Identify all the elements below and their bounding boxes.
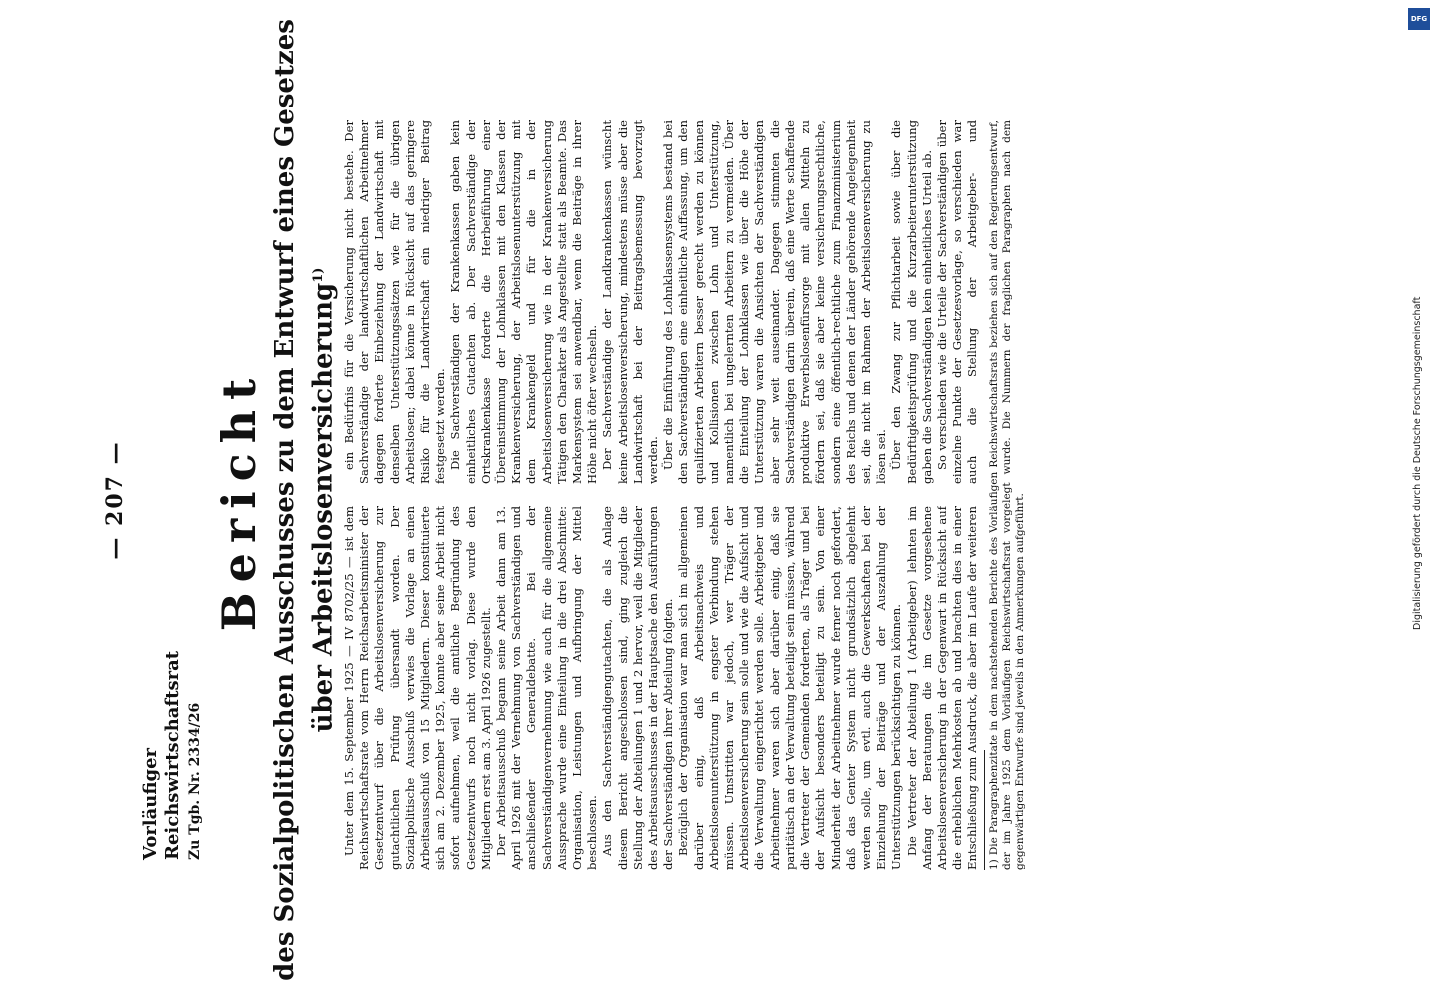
paragraph: Die Vertreter der Abteilung 1 (Arbeitgeber) lehnten im Anfang der Beratungen die im Gesetze vorgesehene Arbeitslosenversicherung in der Gegenwart in Rücksicht auf die erheblichen Mehrkosten ab und brachten dies in einer Entschließung zum Ausdruck, die aber im Laufe der weiteren (904, 506, 980, 870)
paragraph: ein Bedürfnis für die Versicherung nicht bestehe. Der Sachverständige der landwirtschaftlichen Arbeitnehmer dagegen forderte Einbeziehung der Landwirtschaft mit denselben Unterstützungssätzen wie für die übrigen Arbeitslosen; dabei könne in Rücksicht auf das geringere Risiko für die Landwirtschaft ein niedriger Beitrag festgesetzt werden. (342, 120, 448, 484)
org-name-line1: Vorläufiger (140, 748, 161, 860)
issuing-organization (140, 600, 206, 860)
paragraph: Die Sachverständigen der Krankenkassen gaben kein einheitliches Gutachten ab. Der Sachverständige der Ortskrankenkasse forderte die Herbeiführung einer Übereinstimmung der Lohnklassen mit den Klassen der Krankenversicherung, der Arbeitslosenunterstützung mit dem Krankengeld und für die in der Arbeitslosenversicherung wie in der Krankenversicherung Tätigen den Charakter als Angestellte statt als Beamte. Das Markensystem sei anwendbar, wenn die Beiträge in ihrer Höhe nicht öfter wechseln. (448, 120, 600, 484)
paragraph: So verschieden wie die Urteile der Sachverständigen über einzelne Punkte der Gesetzesvorlage, so verschieden war auch die Stellung der Arbeitgeber- und (934, 120, 980, 484)
paragraph: Bezüglich der Organisation war man sich im allgemeinen darüber einig, daß Arbeitsnachweis und Arbeitslosenunterstützung in engster Verbindung stehen müssen. Umstritten war jedoch, wer Träger der Arbeitslosenversicherung sein solle und wie die Aufsicht und die Verwaltung eingerichtet werden solle. Arbeitgeber und Arbeitnehmer waren sich aber darüber einig, daß sie paritätisch an der Verwaltung beteiligt sein müssen, während die Vertreter der Gemeinden forderten, als Träger und bei der Aufsicht besonders beteiligt zu sein. Von einer Minderheit der Arbeitnehmer wurde ferner noch gefordert, daß das Genter System nicht grundsätzlich abgelehnt werden solle, um evtl. auch die Gewerkschaften bei der Einziehung der Beiträge und der Auszahlung der Unterstützungen berücksichtigen zu können. (676, 506, 904, 870)
column-right (342, 120, 982, 484)
paragraph: Über den Zwang zur Pflichtarbeit sowie über die Bedürftigkeitsprüfung und die Kurzarbeiterunterstützung gaben die Sachverständigen kein einheitliches Urteil ab. (889, 120, 934, 484)
body-columns (342, 120, 982, 870)
org-name-line2: Reichswirtschaftsrat (162, 650, 183, 860)
page-number: — 207 — (102, 440, 128, 560)
paragraph: Der Sachverständige der Landkrankenkassen wünscht keine Arbeitslosenversicherung, mindestens müsse aber die Landwirtschaft bei der Beitragsbemessung bevorzugt werden. (600, 120, 661, 484)
document-title: Bericht (212, 368, 266, 632)
credit-text: Digitalisierung gefördert durch die Deutsche Forschungsgemeinschaft (1412, 296, 1423, 630)
footnote-rule (984, 750, 985, 870)
digitization-credit (1408, 10, 1428, 990)
paragraph: Unter dem 15. September 1925 — IV 8702/25 — ist dem Reichswirtschaftsrate vom Herrn Reichsarbeitsminister der Gesetzentwurf über die Arbeitslosenversicherung zur gutachtlichen Prüfung übersandt worden. Der Sozialpolitische Ausschuß verwies die Vorlage an einen Arbeitsausschuß von 15 Mitgliedern. Dieser konstituierte sich am 2. Dezember 1925, konnte aber seine Arbeit nicht sofort aufnehmen, weil die amtliche Begründung des Gesetzentwurfs noch nicht vorlag. Diese wurde den Mitgliedern erst am 3. April 1926 zugestellt. (342, 506, 493, 870)
subtitle-line1: des Sozialpolitischen Ausschusses zu dem Entwurf eines Gesetzes (270, 19, 300, 981)
document-subtitle (268, 0, 341, 1000)
paragraph: Aus den Sachverständigengutachten, die als Anlage diesem Bericht angeschlossen sind, ging zugleich die Stellung der Abteilungen 1 und 2 hervor, weil die Mitglieder des Arbeitsausschusses in der Hauptsache den Ausführungen der Sachverständigen ihrer Abteilung folgten. (600, 506, 676, 870)
footnote: 1) Die Paragraphenzitate in dem nachstehenden Berichte des Vorläufigen Reichswirtschaftsrats beziehen sich auf den Regierungsentwurf, der im Jahre 1925 dem Vorläufigen Reichswirtschaftsrat vorgelegt wurde. Die Nummern der fraglichen Paragraphen nach dem gegenwärtigen Entwurfe sind jeweils in den Anmerkungen aufgeführt. (988, 120, 1026, 870)
column-left (342, 506, 982, 870)
dfg-logo: DFG (1408, 8, 1430, 30)
subtitle-line2-text: über Arbeitslosenversicherung (308, 282, 339, 733)
paragraph: Der Arbeitsausschuß begann seine Arbeit dann am 13. April 1926 mit der Vernehmung von Sachverständigen und anschließender Generaldebatte. Bei der Sachverständigenvernehmung wie auch für die allgemeine Aussprache wurde eine Einteilung in die drei Abschnitte: Organisation, Leistungen und Aufbringung der Mittel beschlossen. (494, 506, 600, 870)
subtitle-line2 (302, 0, 341, 1000)
footnote-marker: 1) (311, 267, 326, 283)
org-reference: Zu Tgb. Nr. 2334/26 (187, 702, 203, 860)
paragraph: Über die Einführung des Lohnklassensystems bestand bei den Sachverständigen eine einheitliche Auffassung, um den qualifizierten Arbeitern besser gerecht werden zu können und Kollisionen zwischen Lohn und Unterstützung, namentlich bei ungelernten Arbeitern zu vermeiden. Über die Einteilung der Lohnklassen wie über die Höhe der Unterstützung waren die Ansichten der Sachverständigen aber sehr weit auseinander. Dagegen stimmten die Sachverständigen darin überein, daß eine Werte schaffende produktive Erwerbslosenfürsorge mit allen Mitteln zu fördern sei, daß sie aber keine versicherungsrechtliche, sondern eine öffentlich-rechtliche zum Finanzministerium des Reichs und denen der Länder gehörende Angelegenheit sei, die nicht im Rahmen der Arbeitslosenversicherung zu lösen sei. (661, 120, 889, 484)
document-page (12, 0, 1302, 1000)
